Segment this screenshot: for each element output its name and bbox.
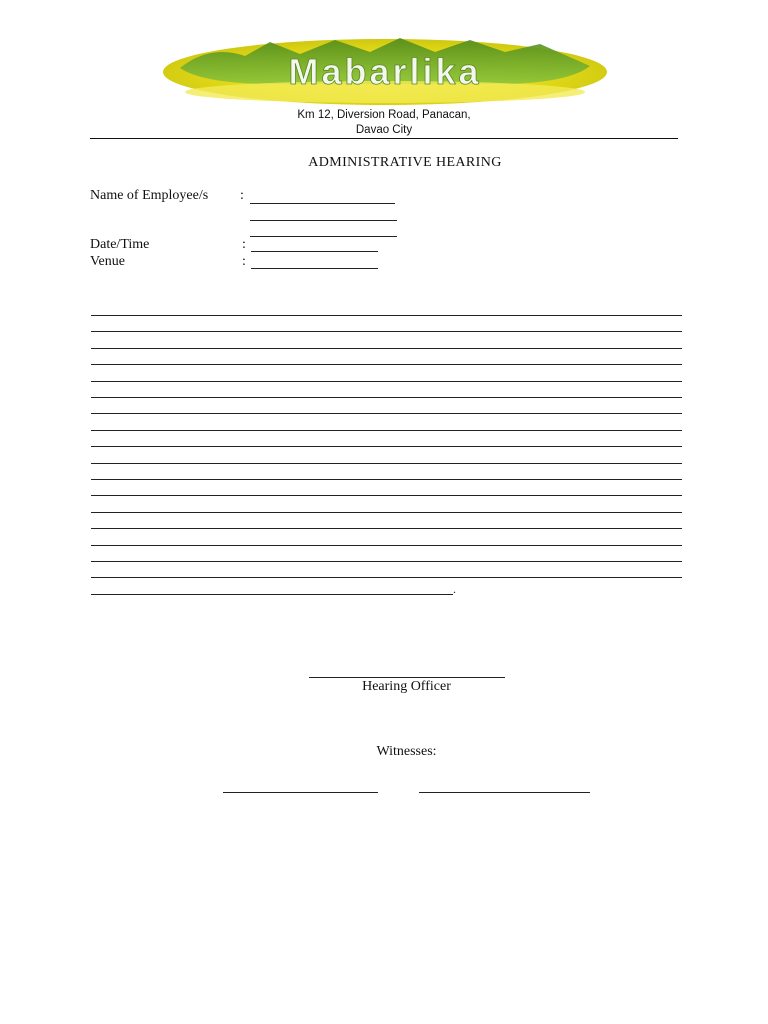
body-line[interactable]: [91, 577, 682, 578]
header-divider: [90, 138, 678, 139]
venue-blank[interactable]: [251, 268, 378, 269]
body-line[interactable]: [91, 381, 682, 382]
body-line[interactable]: [91, 430, 682, 431]
company-logo: [150, 30, 620, 110]
venue-label: Venue: [90, 254, 125, 269]
body-line[interactable]: [91, 479, 682, 480]
body-line[interactable]: [91, 348, 682, 349]
body-line[interactable]: [91, 495, 682, 496]
datetime-blank[interactable]: [251, 251, 378, 252]
logo-wordmark: Mabarlika: [288, 51, 482, 92]
employee-blank-2[interactable]: [250, 220, 397, 221]
body-line[interactable]: [91, 364, 682, 365]
body-line[interactable]: [91, 545, 682, 546]
venue-colon: :: [242, 254, 246, 269]
witness-1-signature-line[interactable]: [223, 792, 378, 793]
document-title: ADMINISTRATIVE HEARING: [308, 155, 502, 170]
company-address-line2: Davao City: [355, 124, 413, 136]
body-line[interactable]: [91, 512, 682, 513]
body-line[interactable]: [91, 561, 682, 562]
body-line-last[interactable]: [91, 594, 453, 595]
body-line[interactable]: [91, 413, 682, 414]
employee-blank-1[interactable]: [250, 203, 395, 204]
datetime-colon: :: [242, 237, 246, 252]
body-end-period: .: [453, 582, 456, 596]
employee-blank-3[interactable]: [250, 236, 397, 237]
body-line[interactable]: [91, 528, 682, 529]
hearing-officer-signature-line[interactable]: [309, 677, 505, 678]
body-line[interactable]: [91, 331, 682, 332]
witnesses-label: Witnesses:: [376, 744, 437, 759]
hearing-officer-label: Hearing Officer: [362, 679, 451, 694]
employee-colon: :: [240, 188, 244, 203]
company-address-line1: Km 12, Diversion Road, Panacan,: [297, 109, 471, 121]
body-line[interactable]: [91, 446, 682, 447]
employee-label: Name of Employee/s: [90, 188, 209, 203]
body-line[interactable]: [91, 463, 682, 464]
datetime-label: Date/Time: [90, 237, 150, 252]
body-line[interactable]: [91, 315, 682, 316]
witness-2-signature-line[interactable]: [419, 792, 590, 793]
body-line[interactable]: [91, 397, 682, 398]
